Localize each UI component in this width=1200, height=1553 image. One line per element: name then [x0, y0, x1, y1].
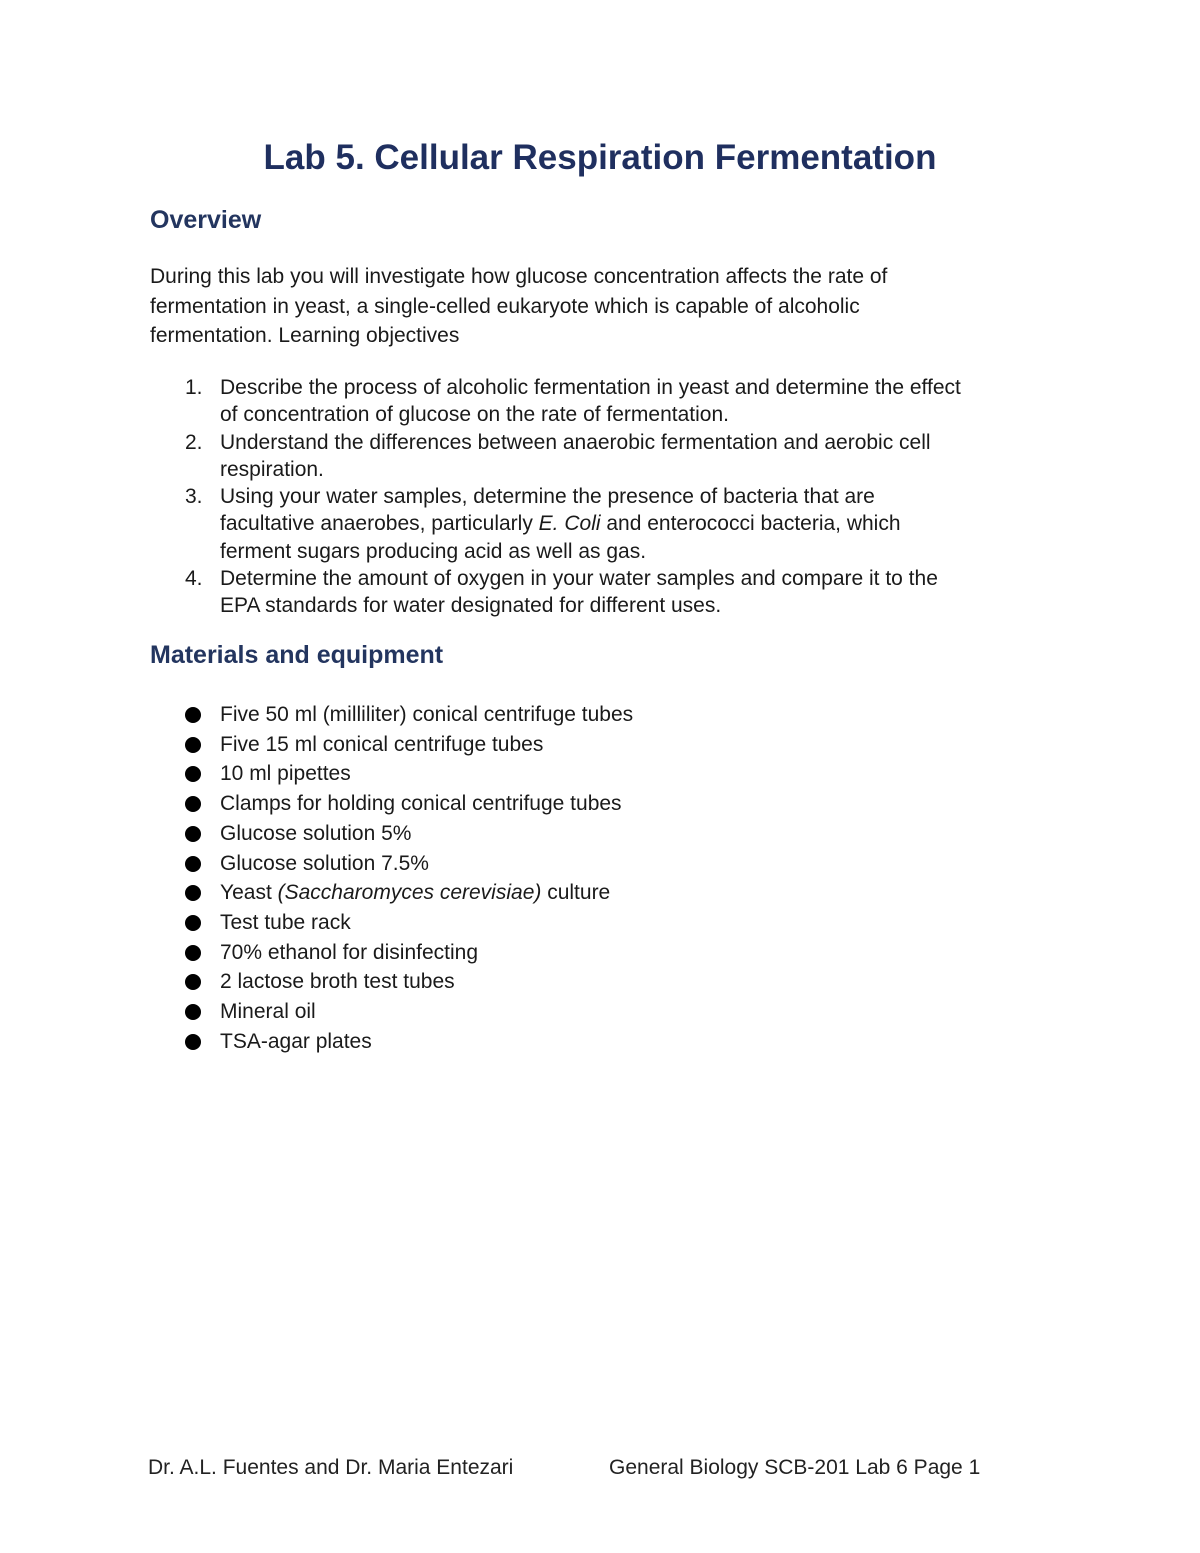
material-item: [150, 967, 1050, 997]
objective-line: Describe the process of alcoholic fermentation in yeast and determine the effect: [220, 376, 961, 399]
material-label: culture: [541, 881, 611, 905]
material-item: [150, 759, 1050, 789]
bullet-icon: [185, 737, 201, 753]
organism-name: E. Coli: [538, 512, 601, 536]
bullet-icon: [185, 826, 201, 842]
material-item: [150, 730, 1050, 760]
paragraph-line: During this lab you will investigate how glucose concentration affects the rate of: [150, 265, 888, 288]
material-item: [150, 849, 1050, 879]
bullet-icon: [185, 796, 201, 812]
bullet-icon: [185, 766, 201, 782]
objective-text: and enterococci bacteria, which: [600, 512, 901, 536]
bullet-icon: [185, 856, 201, 872]
overview-heading: Overview: [150, 206, 262, 234]
objective-item: [150, 483, 1070, 565]
objective-item: [150, 565, 1070, 620]
material-item: [150, 997, 1050, 1027]
learning-objectives-list: [150, 374, 1070, 620]
objective-line: of concentration of glucose on the rate of fermentation.: [220, 403, 729, 427]
objective-line: Understand the differences between anaerobic fermentation and aerobic cell: [220, 430, 931, 454]
bullet-icon: [185, 974, 201, 990]
objective-number: 1.: [185, 376, 203, 399]
material-label: Five 15 ml conical centrifuge tubes: [220, 732, 544, 756]
material-label: 10 ml pipettes: [220, 762, 351, 786]
objective-number: 4.: [185, 567, 203, 591]
overview-paragraph: [150, 262, 1030, 351]
footer-authors: Dr. A.L. Fuentes and Dr. Maria Entezari: [148, 1456, 514, 1479]
objective-item: [150, 374, 1070, 429]
material-item: [150, 908, 1050, 938]
material-label: TSA-agar plates: [220, 1029, 372, 1053]
material-item: [150, 1027, 1050, 1057]
paragraph-line: fermentation in yeast, a single-celled eukaryote which is capable of alcoholic: [150, 294, 860, 318]
material-label: Five 50 ml (milliliter) conical centrifuge tubes: [220, 703, 634, 726]
material-item: [150, 789, 1050, 819]
material-label: Test tube rack: [220, 910, 351, 934]
material-label: 70% ethanol for disinfecting: [220, 940, 478, 964]
objective-line: Determine the amount of oxygen in your water samples and compare it to the: [220, 567, 938, 591]
objective-line: Using your water samples, determine the presence of bacteria that are: [220, 485, 875, 509]
material-label: Clamps for holding conical centrifuge tubes: [220, 792, 622, 816]
bullet-icon: [185, 915, 201, 931]
bullet-icon: [185, 1034, 201, 1050]
objective-text: facultative anaerobes, particularly: [220, 512, 539, 536]
organism-name: (Saccharomyces cerevisiae): [277, 881, 542, 905]
material-item: [150, 938, 1050, 968]
material-item: [150, 700, 1050, 730]
materials-heading: Materials and equipment: [150, 641, 444, 669]
paragraph-line: fermentation. Learning objectives: [150, 324, 460, 347]
materials-list: [150, 700, 1050, 1056]
material-label: Mineral oil: [220, 1000, 316, 1024]
objective-line: respiration.: [220, 457, 324, 481]
material-label: 2 lactose broth test tubes: [220, 970, 455, 994]
material-label: Glucose solution 5%: [220, 821, 412, 845]
bullet-icon: [185, 885, 201, 901]
bullet-icon: [185, 707, 201, 723]
objective-line: [220, 510, 1070, 537]
objective-line: EPA standards for water designated for different uses.: [220, 594, 722, 618]
material-label: Yeast: [220, 881, 278, 905]
material-item: [150, 819, 1050, 849]
bullet-icon: [185, 945, 201, 961]
bullet-icon: [185, 1004, 201, 1020]
objective-item: [150, 429, 1070, 484]
material-item: [150, 878, 1050, 908]
footer-course-page: General Biology SCB-201 Lab 6 Page 1: [609, 1456, 981, 1479]
page-title: Lab 5. Cellular Respiration Fermentation: [263, 138, 937, 177]
objective-number: 3.: [185, 485, 203, 509]
material-label: Glucose solution 7.5%: [220, 851, 429, 875]
objective-line: ferment sugars producing acid as well as gas.: [220, 539, 647, 563]
objective-number: 2.: [185, 430, 203, 454]
